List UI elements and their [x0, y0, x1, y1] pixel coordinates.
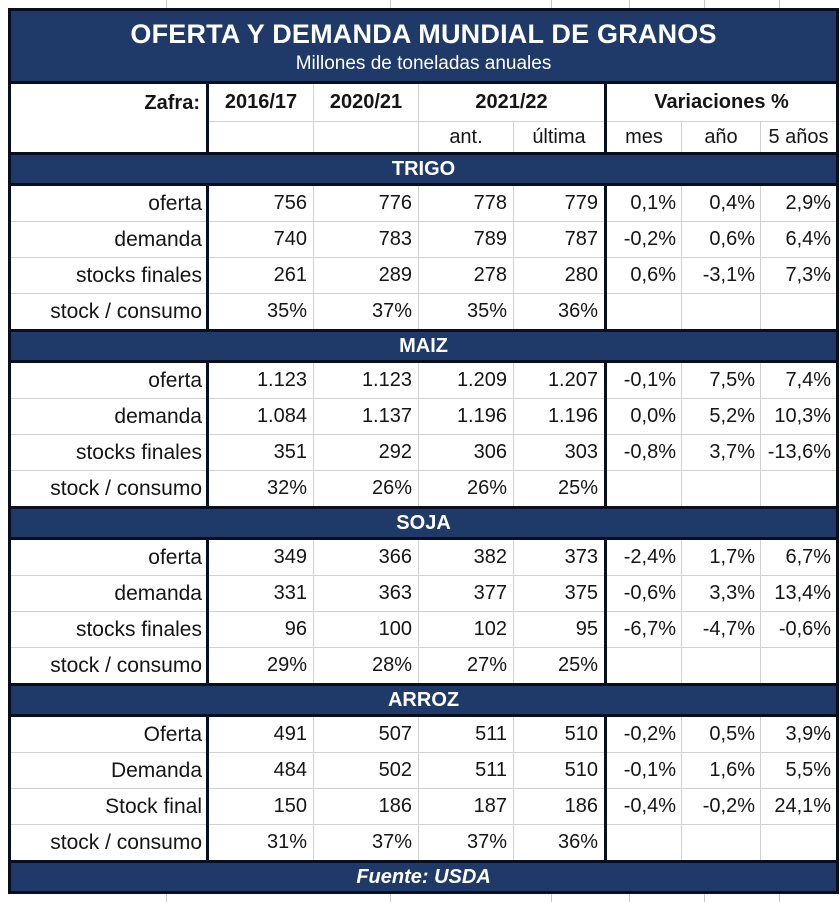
cell-variation: -0,2%	[606, 222, 682, 258]
empty-cell	[208, 122, 314, 154]
cell-value: 363	[314, 576, 419, 612]
cell-variation	[761, 648, 838, 685]
table-row	[10, 258, 838, 294]
cell-value: 1.123	[208, 362, 314, 399]
cell-value: 186	[314, 789, 419, 825]
gridline	[704, 0, 705, 8]
cell-value: 36%	[514, 294, 606, 331]
cell-value: 37%	[314, 825, 419, 862]
cell-value: 511	[419, 753, 514, 789]
cell-value: 187	[419, 789, 514, 825]
subheader-ultima: última	[514, 122, 606, 154]
cell-value: 787	[514, 222, 606, 258]
column-header-2021-22: 2021/22	[419, 83, 606, 122]
cell-variation: 1,7%	[682, 539, 761, 576]
table-row	[10, 825, 838, 862]
cell-variation: 5,5%	[761, 753, 838, 789]
cell-value: 292	[314, 435, 419, 471]
table-row	[10, 789, 838, 825]
cell-value: 382	[419, 539, 514, 576]
subheader-ant: ant.	[419, 122, 514, 154]
cell-variation: -0,8%	[606, 435, 682, 471]
cell-value: 278	[419, 258, 514, 294]
cell-variation	[606, 825, 682, 862]
gridline	[779, 894, 780, 902]
cell-value: 289	[314, 258, 419, 294]
cell-value: 1.196	[514, 399, 606, 435]
row-label: Oferta	[10, 716, 208, 753]
table-row	[10, 576, 838, 612]
cell-value: 37%	[419, 825, 514, 862]
cell-value: 1.196	[419, 399, 514, 435]
table-row	[10, 539, 838, 576]
cell-variation: -6,7%	[606, 612, 682, 648]
table-title-block	[10, 10, 838, 83]
cell-value: 373	[514, 539, 606, 576]
column-header-variaciones: Variaciones %	[606, 83, 838, 122]
cell-value: 783	[314, 222, 419, 258]
cell-value: 28%	[314, 648, 419, 685]
cell-value: 100	[314, 612, 419, 648]
row-label: stock / consumo	[10, 825, 208, 862]
cell-value: 510	[514, 716, 606, 753]
subheader-mes: mes	[606, 122, 682, 154]
row-label: stock / consumo	[10, 294, 208, 331]
table-row	[10, 435, 838, 471]
cell-value: 35%	[419, 294, 514, 331]
cell-variation: 0,6%	[606, 258, 682, 294]
row-label: stocks finales	[10, 435, 208, 471]
cell-variation	[761, 825, 838, 862]
cell-value: 303	[514, 435, 606, 471]
cell-variation: 3,9%	[761, 716, 838, 753]
cell-variation: 0,4%	[682, 185, 761, 222]
cell-variation	[761, 471, 838, 508]
table-row	[10, 185, 838, 222]
cell-value: 1.209	[419, 362, 514, 399]
cell-value: 366	[314, 539, 419, 576]
subheader-ano: año	[682, 122, 761, 154]
zafra-header-cell: Zafra:	[10, 83, 208, 154]
table-row	[10, 648, 838, 685]
spreadsheet-margin-bottom	[0, 894, 840, 902]
row-label: demanda	[10, 222, 208, 258]
cell-value: 1.207	[514, 362, 606, 399]
cell-variation: -0,2%	[682, 789, 761, 825]
row-label: stock / consumo	[10, 471, 208, 508]
row-label: oferta	[10, 185, 208, 222]
empty-cell	[314, 122, 419, 154]
cell-variation: 13,4%	[761, 576, 838, 612]
cell-variation: 10,3%	[761, 399, 838, 435]
cell-value: 35%	[208, 294, 314, 331]
table-row	[10, 399, 838, 435]
gridline	[779, 0, 780, 8]
cell-value: 756	[208, 185, 314, 222]
cell-value: 507	[314, 716, 419, 753]
cell-value: 511	[419, 716, 514, 753]
cell-variation: 0,6%	[682, 222, 761, 258]
table-row	[10, 362, 838, 399]
cell-variation: 7,4%	[761, 362, 838, 399]
cell-variation: -0,1%	[606, 362, 682, 399]
cell-variation: -4,7%	[682, 612, 761, 648]
cell-variation: 7,3%	[761, 258, 838, 294]
cell-variation	[761, 294, 838, 331]
cell-value: 102	[419, 612, 514, 648]
cell-value: 510	[514, 753, 606, 789]
cell-variation: 3,3%	[682, 576, 761, 612]
table-row	[10, 471, 838, 508]
source-footer: Fuente: USDA	[10, 862, 838, 893]
cell-value: 377	[419, 576, 514, 612]
gridline	[390, 894, 391, 902]
cell-value: 27%	[419, 648, 514, 685]
cell-variation: 5,2%	[682, 399, 761, 435]
cell-variation: 7,5%	[682, 362, 761, 399]
row-label: demanda	[10, 576, 208, 612]
cell-variation: -0,4%	[606, 789, 682, 825]
cell-value: 1.137	[314, 399, 419, 435]
gridline	[704, 894, 705, 902]
subheader-5-anos: 5 años	[761, 122, 838, 154]
table-row	[10, 222, 838, 258]
cell-variation: -0,6%	[606, 576, 682, 612]
grain-supply-demand-table	[8, 8, 839, 894]
spreadsheet-margin-top	[0, 0, 840, 8]
row-label: Stock final	[10, 789, 208, 825]
cell-value: 95	[514, 612, 606, 648]
cell-variation: 1,6%	[682, 753, 761, 789]
cell-value: 150	[208, 789, 314, 825]
cell-variation: -13,6%	[761, 435, 838, 471]
cell-variation: 0,0%	[606, 399, 682, 435]
cell-variation: 3,7%	[682, 435, 761, 471]
row-label: demanda	[10, 399, 208, 435]
cell-value: 778	[419, 185, 514, 222]
cell-value: 280	[514, 258, 606, 294]
table-row	[10, 294, 838, 331]
cell-value: 484	[208, 753, 314, 789]
cell-value: 740	[208, 222, 314, 258]
column-header-2020-21: 2020/21	[314, 83, 419, 122]
cell-value: 96	[208, 612, 314, 648]
cell-value: 37%	[314, 294, 419, 331]
cell-variation: 6,7%	[761, 539, 838, 576]
cell-variation: -3,1%	[682, 258, 761, 294]
cell-value: 776	[314, 185, 419, 222]
table-row	[10, 716, 838, 753]
cell-value: 26%	[419, 471, 514, 508]
cell-value: 25%	[514, 471, 606, 508]
cell-value: 306	[419, 435, 514, 471]
cell-value: 789	[419, 222, 514, 258]
cell-value: 351	[208, 435, 314, 471]
cell-variation	[606, 471, 682, 508]
cell-variation	[606, 294, 682, 331]
row-label: stock / consumo	[10, 648, 208, 685]
table-row	[10, 753, 838, 789]
gridline	[390, 0, 391, 8]
cell-variation	[606, 648, 682, 685]
row-label: oferta	[10, 362, 208, 399]
cell-variation: 2,9%	[761, 185, 838, 222]
cell-value: 779	[514, 185, 606, 222]
row-label: oferta	[10, 539, 208, 576]
cell-variation	[682, 471, 761, 508]
table-subtitle: Millones de toneladas anuales	[295, 53, 552, 74]
cell-value: 331	[208, 576, 314, 612]
cell-value: 26%	[314, 471, 419, 508]
section-header-arroz: ARROZ	[10, 685, 838, 716]
gridline	[551, 0, 552, 8]
gridline	[629, 0, 630, 8]
cell-variation: 6,4%	[761, 222, 838, 258]
cell-value: 261	[208, 258, 314, 294]
cell-value: 349	[208, 539, 314, 576]
gridline	[166, 894, 167, 902]
row-label: stocks finales	[10, 612, 208, 648]
cell-variation	[682, 825, 761, 862]
table-row	[10, 612, 838, 648]
row-label: stocks finales	[10, 258, 208, 294]
row-label: Demanda	[10, 753, 208, 789]
cell-variation	[682, 294, 761, 331]
cell-value: 32%	[208, 471, 314, 508]
cell-value: 36%	[514, 825, 606, 862]
cell-value: 491	[208, 716, 314, 753]
cell-value: 25%	[514, 648, 606, 685]
gridline	[629, 894, 630, 902]
cell-variation: -0,2%	[606, 716, 682, 753]
gridline	[166, 0, 167, 8]
cell-value: 31%	[208, 825, 314, 862]
cell-variation: -2,4%	[606, 539, 682, 576]
gridline	[551, 894, 552, 902]
cell-value: 1.084	[208, 399, 314, 435]
cell-value: 375	[514, 576, 606, 612]
cell-value: 186	[514, 789, 606, 825]
table-title: OFERTA Y DEMANDA MUNDIAL DE GRANOS	[130, 19, 717, 50]
cell-variation: 0,5%	[682, 716, 761, 753]
cell-variation	[682, 648, 761, 685]
cell-variation: 0,1%	[606, 185, 682, 222]
cell-variation: -0,1%	[606, 753, 682, 789]
cell-variation: -0,6%	[761, 612, 838, 648]
section-header-soja: SOJA	[10, 508, 838, 539]
cell-value: 29%	[208, 648, 314, 685]
section-header-trigo: TRIGO	[10, 154, 838, 185]
cell-value: 1.123	[314, 362, 419, 399]
cell-value: 502	[314, 753, 419, 789]
cell-variation: 24,1%	[761, 789, 838, 825]
column-header-2016-17: 2016/17	[208, 83, 314, 122]
section-header-maiz: MAIZ	[10, 331, 838, 362]
